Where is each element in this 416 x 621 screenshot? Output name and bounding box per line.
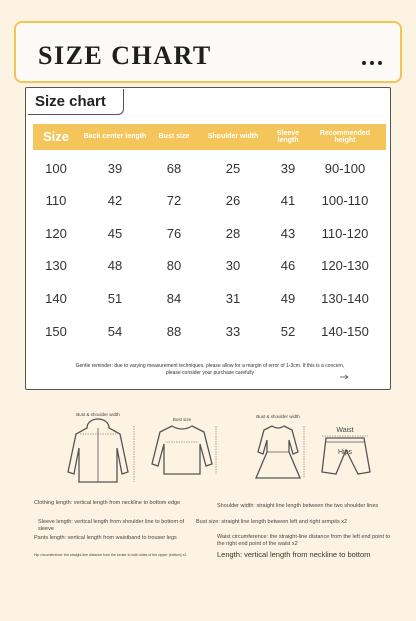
cell-size: 140	[45, 290, 67, 306]
header-back-center-length: Back center length	[83, 133, 147, 141]
hips-label: Hips	[337, 449, 353, 456]
cell-sleeve-length: 41	[280, 193, 296, 209]
note-hip-circumference: Hip circumference: the straight-line distance from the center to both sides of the zipper (bottom) x2	[34, 553, 187, 557]
cell-bust-size: 84	[166, 290, 182, 306]
cell-shoulder-width: 28	[225, 225, 241, 241]
header-recommended-height: Recommended height	[319, 129, 371, 144]
sweater-diagram	[146, 412, 218, 487]
cell-bust-size: 72	[166, 193, 182, 209]
hooded-jacket-diagram	[62, 412, 142, 487]
table-header	[33, 124, 386, 150]
table-row	[33, 152, 386, 184]
cell-shoulder-width: 30	[225, 258, 241, 274]
cell-recommended-height: 120-130	[321, 258, 369, 274]
note-clothing-length: Clothing length: vertical length from neckline to bottom edge	[34, 500, 181, 506]
cell-recommended-height: 100-110	[321, 193, 369, 209]
cell-recommended-height: 140-150	[321, 323, 369, 339]
header-banner	[14, 21, 402, 83]
note-length: Length: vertical length from neckline to bottom	[217, 550, 371, 559]
cell-sleeve-length: 49	[280, 290, 296, 306]
cell-bust-size: 76	[166, 225, 182, 241]
note-sleeve-length: Sleeve length: vertical length from shoulder line to bottom of sleeve	[38, 519, 185, 533]
cell-back-center-length: 51	[107, 290, 123, 306]
cell-bust-size: 80	[166, 258, 182, 274]
cell-recommended-height: 90-100	[324, 160, 366, 176]
gentle-reminder: Gentle reminder: due to varying measurement techniques, please allow for a margin of error of 1-3cm. If this is a concern, please consider your purchase carefully	[75, 363, 345, 376]
sweater-label: Bust size	[172, 417, 192, 422]
size-chart-tab	[28, 89, 124, 115]
cell-back-center-length: 48	[107, 258, 123, 274]
cell-back-center-length: 42	[107, 193, 123, 209]
cell-back-center-length: 45	[107, 225, 123, 241]
waist-label: Waist	[336, 427, 354, 434]
header-sleeve-length: Sleeve length	[276, 129, 300, 144]
cell-shoulder-width: 25	[225, 160, 241, 176]
table-row	[33, 282, 386, 314]
cell-sleeve-length: 39	[280, 160, 296, 176]
cell-bust-size: 88	[166, 323, 182, 339]
note-pants-length: Pants length: vertical length from waistband to trouser legs	[34, 535, 177, 541]
tab-label: Size chart	[35, 93, 106, 110]
table-row	[33, 185, 386, 217]
cell-bust-size: 68	[166, 160, 182, 176]
pants-diagram	[312, 412, 382, 487]
cell-recommended-height: 130-140	[321, 290, 369, 306]
dress-diagram	[248, 412, 308, 487]
cell-size: 120	[45, 225, 67, 241]
cell-recommended-height: 110-120	[321, 225, 369, 241]
cell-shoulder-width: 33	[225, 323, 241, 339]
note-shoulder-width: Shoulder width: straight line length between the two shoulder lines	[217, 503, 379, 509]
cell-size: 100	[45, 160, 67, 176]
cell-size: 110	[45, 193, 67, 209]
cell-sleeve-length: 43	[280, 225, 296, 241]
page-title: SIZE CHART	[38, 41, 212, 70]
cell-shoulder-width: 26	[225, 193, 241, 209]
header-bust-size: Bust size	[158, 133, 190, 141]
cell-back-center-length: 54	[107, 323, 123, 339]
cell-back-center-length: 39	[107, 160, 123, 176]
table-row	[33, 315, 386, 347]
cell-sleeve-length: 52	[280, 323, 296, 339]
header-shoulder-width: Shoulder width	[207, 133, 259, 141]
jacket-label: Bust & shoulder width	[76, 412, 120, 417]
table-row	[33, 217, 386, 249]
dress-label: Bust & shoulder width	[256, 414, 300, 419]
arrow-right-icon	[340, 374, 350, 380]
ellipsis-icon	[362, 61, 382, 65]
cell-size: 130	[45, 258, 67, 274]
table-row	[33, 250, 386, 282]
cell-sleeve-length: 46	[280, 258, 296, 274]
note-bust-size: Bust size: straight line length between left and right armpits x2	[196, 519, 348, 525]
note-waist-circumference: Waist circumference: the straight-line distance from the left end point to the right end point of the waist x2	[217, 534, 391, 548]
header-size: Size	[42, 129, 69, 145]
cell-shoulder-width: 31	[225, 290, 241, 306]
cell-size: 150	[45, 323, 67, 339]
